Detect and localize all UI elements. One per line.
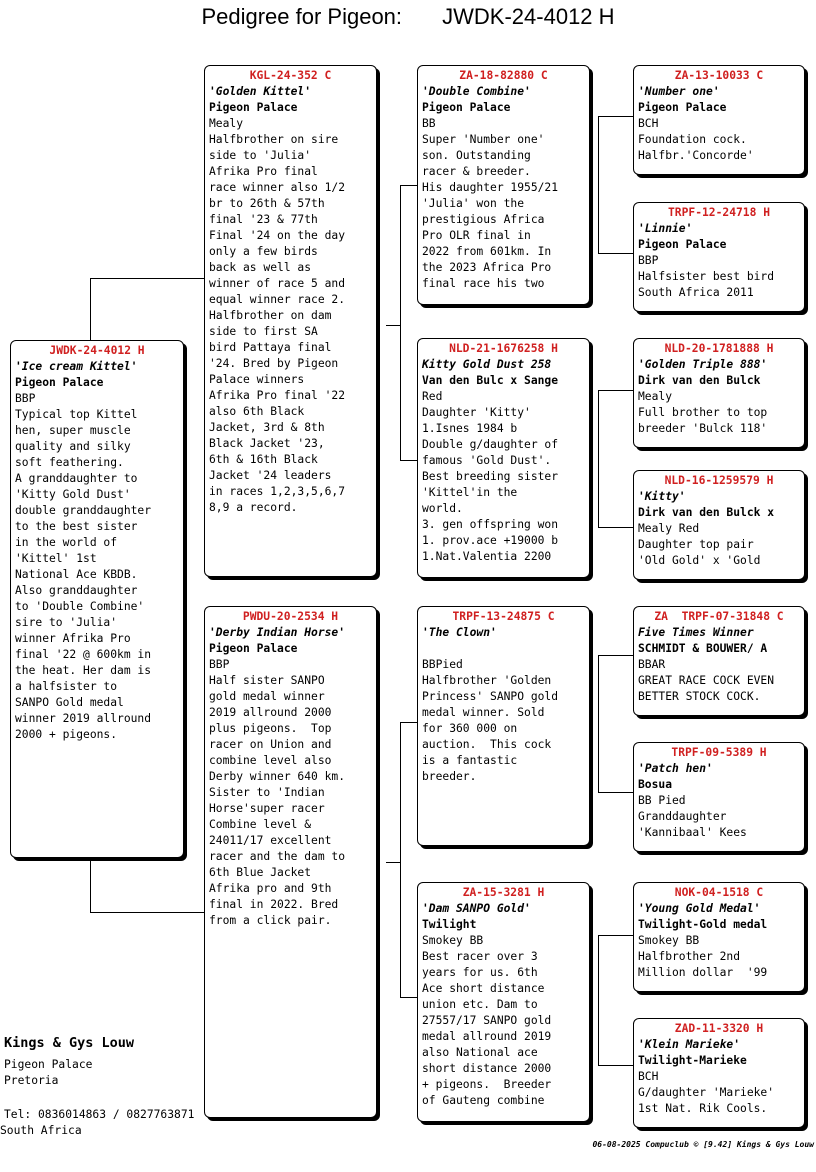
ring-number: NLD-21-1676258 H [449,342,558,355]
pigeon-card-subject[interactable] [10,340,184,858]
connector [598,935,599,1065]
pigeon-card-ssd[interactable] [633,202,805,312]
ring-number: TRPF-13-24875 C [452,610,555,623]
pigeon-color: Mealy [209,117,244,130]
pigeon-name: 'Derby Indian Horse' [209,626,346,639]
ring-number: KGL-24-352 C [249,69,332,82]
connector [90,912,204,913]
phone-number: Tel: 0836014863 / 0827763871 [4,1108,195,1121]
pigeon-owner: Dirk van den Bulck x [638,506,775,519]
pigeon-color: BBP [209,658,230,671]
connector [400,460,417,461]
pigeon-name: 'The Clown' [422,626,497,639]
pigeon-card-dds[interactable] [633,882,805,992]
pigeon-color: BBAR [638,658,666,671]
connector [598,655,599,792]
pigeon-name: 'Golden Triple 888' [638,358,768,371]
ring-number: TRPF-12-24718 H [667,206,771,219]
pigeon-card-dss[interactable] [633,606,805,716]
pigeon-name: 'Young Gold Medal' [638,902,761,915]
breeder-name: Kings & Gys Louw [4,1035,135,1051]
pigeon-owner: Pigeon Palace [638,101,727,114]
pigeon-notes: Granddaughter 'Kannibaal' Kees [638,810,747,839]
pigeon-card-dam-sire[interactable] [417,606,590,846]
pigeon-notes: Super 'Number one' son. Outstanding racer & breeder. His daughter 1955/21 'Julia' won the prestigious Africa Pro OLR final in 2022 from 601km. In the 2023 Africa Pro final race his two [422,133,559,290]
pigeon-notes: Daughter 'Kitty' 1.Isnes 1984 b Double g/daughter of famous 'Gold Dust'. Best breeding sister 'Kittel'in the world. 3. gen offspring won 1. prov.ace +19000 b 1.Nat.Valentia 2200 [422,406,559,563]
connector [400,185,417,186]
city: Pretoria [4,1074,59,1087]
pigeon-name: 'Dam SANPO Gold' [422,902,531,915]
connector [598,116,599,253]
ring-number: NLD-20-1781888 H [664,342,774,355]
pigeon-owner: Pigeon Palace [209,101,298,114]
pigeon-color: BBP [638,254,659,267]
pigeon-owner: SCHMIDT & BOUWER/ A [638,642,768,655]
connector [386,325,400,326]
pigeon-owner: Van den Bulc x Sange [422,374,559,387]
ring-number: ZA TRPF-07-31848 C [654,610,784,623]
print-credits: 06-08-2025 Compuclub © [9.42] Kings & Gys Louw [592,1140,814,1149]
pigeon-color: BB Pied [638,794,686,807]
pigeon-notes: Halfbrother on sire side to 'Julia' Afrika Pro final race winner also 1/2 br to 26th & 57th final '23 & 77th Final '24 on the day only a few birds back as well as winner of race 5 and equal winner race 2. Halfbrother on dam side to first SA bird Pattaya final '24. Bred by Pigeon Palace winners Afrika Pro final '22 also 6th Black Jacket, 3rd & 8th Black Jacket '23, 6th & 16th Black Jacket '24 leaders in races 1,2,3,5,6,7 8,9 a record. [209,133,346,514]
pigeon-notes: G/daughter 'Marieke' 1st Nat. Rik Cools. [638,1086,775,1115]
pigeon-card-ddd[interactable] [633,1018,805,1128]
pigeon-name: 'Klein Marieke' [638,1038,741,1051]
pigeon-color: BCH [638,117,659,130]
pigeon-notes: GREAT RACE COCK EVEN BETTER STOCK COCK. [638,674,775,703]
pigeon-owner: Pigeon Palace [638,238,727,251]
pigeon-name: 'Golden Kittel' [209,85,312,98]
pigeon-owner: Pigeon Palace [209,642,298,655]
connector [400,722,401,997]
ring-number: ZA-15-3281 H [462,886,545,899]
connector [400,997,417,998]
connector [400,185,401,460]
pigeon-name: 'Ice cream Kittel' [15,360,138,373]
pigeon-color: BB [422,117,436,130]
pigeon-card-dam[interactable] [204,606,377,1118]
pigeon-name: 'Patch hen' [638,762,713,775]
pigeon-notes: Best racer over 3 years for us. 6th Ace short distance union etc. Dam to 27557/17 SANPO gold medal allround 2019 also National ace short distance 2000 + pigeons. Breeder of Gauteng combine [422,950,552,1107]
connector [90,858,91,913]
ring-number: ZAD-11-3320 H [674,1022,764,1035]
pigeon-name: 'Kitty' [638,490,686,503]
pigeon-notes: Halfsister best bird South Africa 2011 [638,270,775,299]
pigeon-notes: Half sister SANPO gold medal winner 2019 allround 2000 plus pigeons. Top racer on Union and combine level also Derby winner 640 km. Sister to 'Indian Horse'super racer Combine level & 24011/17 excellent racer and the dam to 6th Blue Jacket Afrika pro and 9th final in 2022. Bred from a click pair. [209,674,346,927]
pigeon-card-sire-dam[interactable] [417,338,590,578]
title-prefix: Pedigree for Pigeon: [201,4,403,29]
pigeon-owner: Pigeon Palace [15,376,104,389]
pigeon-card-dsd[interactable] [633,742,805,852]
connector [598,792,633,793]
pigeon-name: Five Times Winner [638,626,754,639]
pigeon-card-sdd[interactable] [633,470,805,580]
ring-number: ZA-18-82880 C [459,69,548,82]
pigeon-notes: Halfbrother 2nd Million dollar '99 [638,950,768,979]
country: South Africa [0,1124,82,1137]
connector [598,1065,633,1066]
pigeon-owner: Twilight [422,918,477,931]
ring-number: PWDU-20-2534 H [242,610,339,623]
ring-number: NLD-16-1259579 H [664,474,774,487]
connector [598,116,633,117]
page-title [0,4,816,30]
pigeon-card-sire-sire[interactable] [417,65,590,305]
pigeon-card-sds[interactable] [633,338,805,448]
connector [598,390,599,527]
pigeon-notes: Foundation cock. Halfbr.'Concorde' [638,133,754,162]
ring-number: NOK-04-1518 C [674,886,764,899]
pigeon-owner: Twilight-Gold medal [638,918,768,931]
pigeon-card-sss[interactable] [633,65,805,175]
pigeon-owner: Bosua [638,778,673,791]
ring-number: TRPF-09-5389 H [671,746,767,759]
pigeon-color: Smokey BB [422,934,484,947]
pigeon-notes: Typical top Kittel hen, super muscle quality and silky soft feathering. A granddaughter to 'Kitty Gold Dust' double granddaughter to the best sister in the world of 'Kittel' 1st National Ace KBDB. Also granddaughter to 'Double Combine' sire to 'Julia' winner Afrika Pro final '22 @ 600km in the heat. Her dam is a halfsister to SANPO Gold medal winner 2019 allround 2000 + pigeons. [15,408,152,741]
pigeon-color: Mealy [638,390,673,403]
pigeon-card-sire[interactable] [204,65,377,577]
pigeon-name: Kitty Gold Dust 258 [422,358,552,371]
pigeon-notes: Full brother to top breeder 'Bulck 118' [638,406,768,435]
pigeon-card-dam-dam[interactable] [417,882,590,1122]
pigeon-owner [422,641,585,657]
connector [598,527,633,528]
connector [400,722,417,723]
pigeon-color: BBPied [422,658,463,671]
connector [598,253,633,254]
pigeon-name: 'Double Combine' [422,85,531,98]
ring-number: ZA-13-10033 C [674,69,764,82]
pigeon-name: 'Number one' [638,85,720,98]
pigeon-color: Red [422,390,443,403]
pigeon-color: Mealy Red [638,522,700,535]
connector [90,278,91,340]
connector [598,655,633,656]
pigeon-owner: Pigeon Palace [422,101,511,114]
pigeon-notes: Daughter top pair 'Old Gold' x 'Gold [638,538,761,567]
pigeon-owner: Twilight-Marieke [638,1054,747,1067]
connector [598,935,633,936]
pigeon-color: BCH [638,1070,659,1083]
connector [386,862,400,863]
title-ring: JWDK-24-4012 H [442,4,615,29]
ring-number: JWDK-24-4012 H [49,344,145,357]
pigeon-owner: Dirk van den Bulck [638,374,761,387]
pigeon-color: BBP [15,392,36,405]
pigeon-color: Smokey BB [638,934,700,947]
breeder-info [4,1035,204,1099]
pigeon-name: 'Linnie' [638,222,693,235]
connector [90,278,204,279]
pigeon-notes: Halfbrother 'Golden Princess' SANPO gold medal winner. Sold for 360 000 on auction. This cock is a fantastic breeder. [422,674,559,783]
loft-name: Pigeon Palace [4,1058,93,1071]
connector [598,390,633,391]
